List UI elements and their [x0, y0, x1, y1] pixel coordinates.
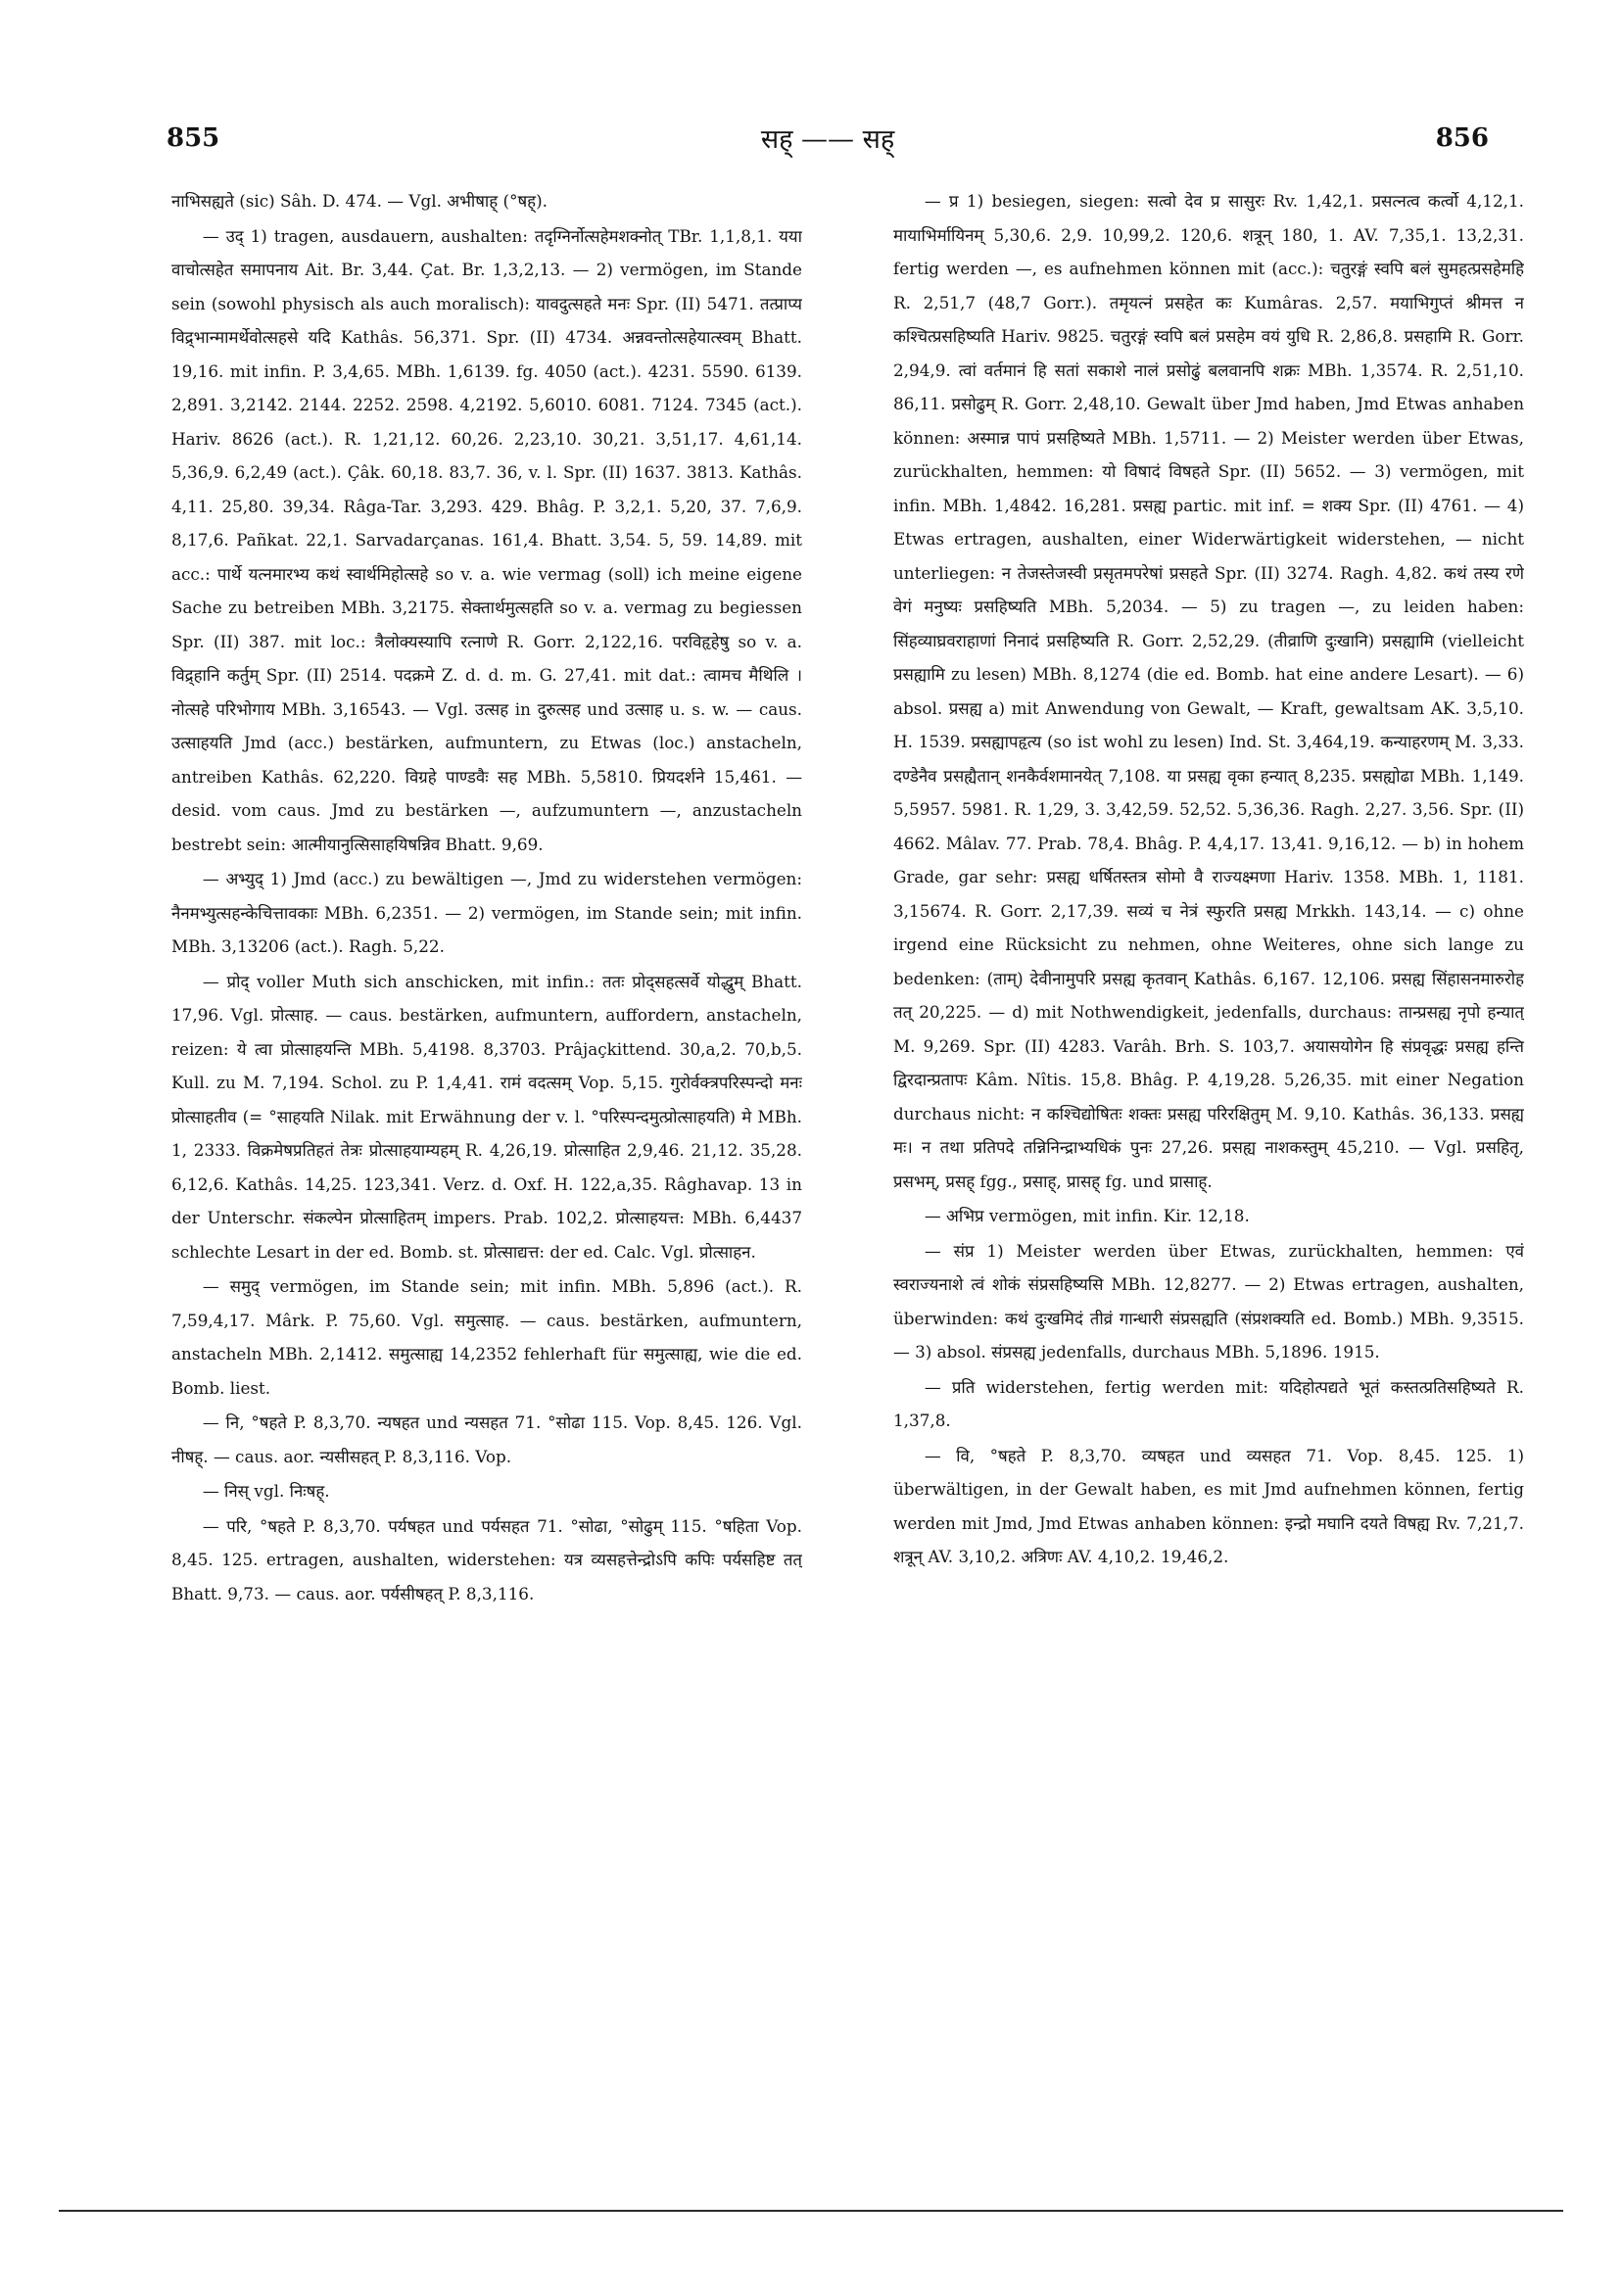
entry-paragraph: — प्र 1) besiegen, siegen: सत्वो देव प्र सासुरः Rv. 1,42,1. प्रसत्नत्व कर्त्वो 4,12,1. मायाभिर्मायिनम् 5,30,6. 2,9. 10,99,2. 120,6. शत्रून् 180, 1. AV. 7,35,1. 13,2,31. fertig werden —, es aufnehmen können mit (acc.): चतुरङ्गं स्वपि बलं सुमहत्प्रसहेमहि R. 2,51,7 (48,7 Gorr.). तमृयत्नं प्रसहेत कः Kumâras. 2,57. मयाभिगुप्तं श्रीमत्त न कश्चित्प्रसहिष्यति Hariv. 9825. चतुरङ्गं स्वपि बलं प्रसहेम वयं युधि R. 2,86,8. प्रसहामि R. Gorr. 2,94,9. त्वां वर्तमानं हि सतां सकाशे नालं प्रसोढुं बलवानपि शक्रः MBh. 1,3574. R. 2,51,10. 86,11. प्रसोढुम् R. Gorr. 2,48,10. Gewalt über Jmd haben, Jmd Etwas anhaben können: अस्मान्न पापं प्रसहिष्यते MBh. 1,5711. — 2) Meister werden über Etwas, zurückhalten, hemmen: यो विषादं विषहते Spr. (II) 5652. — 3) vermögen, mit infin. MBh. 1,4842. 16,281. प्रसह्य partic. mit inf. = शक्य Spr. (II) 4761. — 4) Etwas ertragen, aushalten, einer Widerwärtigkeit widerstehen, — nicht unterliegen: न तेजस्तेजस्वी प्रसृतमपरेषां प्रसहते Spr. (II) 3274. Ragh. 4,82. कथं तस्य रणे वेगं मनुष्यः प्रसहिष्यति MBh. 5,2034. — 5) zu tragen —, zu leiden haben: सिंहव्याघ्रवराहाणां निनादं प्रसहिष्यति R. Gorr. 2,52,29. (तीव्राणि दुःखानि) प्रसह्यामि (vielleicht प्रसह्यामि zu lesen) MBh. 8,1274 (die ed. Bomb. hat eine andere Lesart). — 6) absol. प्रसह्य a) mit Anwendung von Gewalt, — Kraft, gewaltsam AK. 3,5,10. H. 1539. प्रसह्यापहृत्य (so ist wohl zu lesen) Ind. St. 3,464,19. कन्याहरणम् M. 3,33. दण्डेनैव प्रसह्यैतान् शनकैर्वशमानयेत् 7,108. या प्रसह्य वृका हन्यात् 8,235. प्रसह्योढा MBh. 1,149. 5,5957. 5981. R. 1,29, 3. 3,42,59. 52,52. 5,36,36. Ragh. 2,27. 3,56. Spr. (II) 4662. Mâlav. 77. Prab. 78,4. Bhâg. P. 4,4,17. 13,41. 9,16,12. — b) in hohem Grade, gar sehr: प्रसह्य धर्षितस्तत्र सोमो वै राज्यक्ष्मणा Hariv. 1358. MBh. 1, 1181. 3,15674. R. Gorr. 2,17,39. सव्यं च नेत्रं स्फुरति प्रसह्य Mrkkh. 143,14. — c) ohne irgend eine Rücksicht zu nehmen, ohne Weiteres, ohne sich lange zu bedenken: (ताम्) देवीनामुपरि प्रसह्य कृतवान् Kathâs. 6,167. 12,106. प्रसह्य सिंहासनमारुरोह तत् 20,225. — d) mit Nothwendigkeit, jedenfalls, durchaus: तान्प्रसह्य नृपो हन्यात् M. 9,269. Spr. (II) 4283. Varâh. Brh. S. 103,7. अयासयोगेन हि संप्रवृद्धः प्रसह्य हन्ति द्विरदान्प्रतापः Kâm. Nîtis. 15,8. Bhâg. P. 4,19,28. 5,26,35. mit einer Negation durchaus nicht: न कश्चिद्योषितः शक्तः प्रसह्य परिरक्षितुम् M. 9,10. Kathâs. 36,133. प्रसह्य मः। न तथा प्रतिपदे तन्निनिन्द्राभ्यधिकं पुनः 27,26. प्रसह्य नाशकस्तुम् 45,210. — Vgl. प्रसहितृ, प्रसभम्, प्रसह् fgg., प्रसाह्, प्रासह् fg. und प्रासाह्.	[893, 191, 1524, 1191]
entry-paragraph: — निस् vgl. निःषह्.	[202, 1481, 330, 1501]
entry-paragraph: — अभिप्र vermögen, mit infin. Kir. 12,18.	[924, 1206, 1250, 1225]
entry-paragraph: — परि, °षहते P. 8,3,70. पर्यषहत und पर्यसहत 71. °सोढा, °सोढुम् 115. °षहिता Vop. 8,45. 125. ertragen, aushalten, widerstehen: यत्र व्यसहत्तेन्द्रोऽपि कपिः पर्यसहिष्ट तत् Bhatt. 9,73. — caus. aor. पर्यसीषहत् P. 8,3,116.	[171, 1515, 802, 1603]
entry-paragraph: — प्रति widerstehen, fertig werden mit: यदिहोत्पद्यते भूतं कस्तत्प्रतिसहिष्यते R. 1,37,8.	[893, 1376, 1524, 1430]
page-number-left: 855	[167, 123, 220, 153]
running-headword: सह् —— सह्	[760, 124, 895, 155]
page-number-right: 856	[1435, 123, 1489, 153]
entry-paragraph: — अभ्युद् 1) Jmd (acc.) zu bewältigen —, Jmd zu widerstehen vermögen: नैनमभ्युत्सहन्केचित्तावकाः MBh. 6,2351. — 2) vermögen, im Stande sein; mit infin. MBh. 3,13206 (act.). Ragh. 5,22.	[171, 869, 802, 956]
entry-paragraph: — उद् 1) tragen, ausdauern, aushalten: तदृग्निर्नोत्सहेमशक्नोत् TBr. 1,1,8,1. यया वाचोत्सहेत समापनाय Ait. Br. 3,44. Çat. Br. 1,3,2,13. — 2) vermögen, im Stande sein (sowohl physisch als auch moralisch): यावदुत्सहते मनः Spr. (II) 5471. तत्प्राप्य विद्र्भान्मामर्थेवोत्सहसे यदि Kathâs. 56,371. Spr. (II) 4734. अन्नवन्तोत्सहेयात्स्वम् Bhatt. 19,16. mit infin. P. 3,4,65. MBh. 1,6139. fg. 4050 (act.). 4231. 5590. 6139. 2,891. 3,2142. 2144. 2252. 2598. 4,2192. 5,6010. 6081. 7124. 7345 (act.). Hariv. 8626 (act.). R. 1,21,12. 60,26. 2,23,10. 30,21. 3,51,17. 4,61,14. 5,36,9. 6,2,49 (act.). Çâk. 60,18. 83,7. 36, v. l. Spr. (II) 1637. 3813. Kathâs. 4,11. 25,80. 39,34. Râga-Tar. 3,293. 429. Bhâg. P. 3,2,1. 5,20, 37. 7,6,9. 8,17,6. Pañkat. 22,1. Sarvadarçanas. 161,4. Bhatt. 3,54. 5, 59. 14,89. mit acc.: पार्थे यत्नमारभ्य कथं स्वार्थमिहोत्सहे so v. a. wie vermag (soll) ich meine eigene Sache zu betreiben MBh. 3,2175. सेक्तार्थमुत्सहति so v. a. vermag zu begiessen Spr. (II) 387. mit loc.: त्रैलोक्यस्यापि रत्नाणे R. Gorr. 2,122,16. परविहृहेषु so v. a. विद्र्हानि कर्तुम् Spr. (II) 2514. पदक्रमे Z. d. d. m. G. 27,41. mit dat.: त्वामच मैथिलि । नोत्सहे परिभोगाय MBh. 3,16543. — Vgl. उत्सह in दुरुत्सह und उत्साह u. s. w. — caus. उत्साहयति Jmd (acc.) bestärken, aufmuntern, zu Etwas (loc.) anstacheln, antreiben Kathâs. 62,220. विग्रहे पाण्डवैः सह MBh. 5,5810. प्रियदर्शने 15,461. — desid. vom caus. Jmd zu bestärken —, aufzumuntern —, anzustacheln bestrebt sein: आत्मीयानुत्सिसाहयिषन्निव Bhatt. 9,69.	[171, 225, 802, 854]
page-bottom-rule	[59, 2210, 1563, 2212]
entry-paragraph: — वि, °षहते P. 8,3,70. व्यषहत und व्यसहत 71. Vop. 8,45. 125. 1) überwältigen, in der Gewalt haben, es mit Jmd aufnehmen können, fertig werden mit Jmd, Jmd Etwas anhaben können: इन्द्रो मघानि दयते विषह्य Rv. 7,21,7. शत्रून् AV. 3,10,2. अत्रिणः AV. 4,10,2. 19,46,2.	[893, 1445, 1524, 1566]
right-column	[893, 184, 1524, 2045]
left-column	[171, 184, 802, 2045]
page-header	[157, 116, 1499, 165]
entry-paragraph: — संप्र 1) Meister werden über Etwas, zurückhalten, hemmen: एवं स्वराज्यनाशे त्वं शोकं संप्रसहिष्यसि MBh. 12,8277. — 2) Etwas ertragen, aushalten, überwinden: कथं दुःखमिदं तीव्रं गान्धारी संप्रसह्यति (संप्रशक्यति ed. Bomb.) MBh. 9,3515. — 3) absol. संप्रसह्य jedenfalls, durchaus MBh. 5,1896. 1915.	[893, 1240, 1524, 1362]
entry-paragraph: नाभिसह्यते (sic) Sâh. D. 474. — Vgl. अभीषाह् (°षह्).	[171, 191, 548, 211]
entry-paragraph: — नि, °षहते P. 8,3,70. न्यषहत und न्यसहत 71. °सोढा 115. Vop. 8,45. 126. Vgl. नीषह्. — caus. aor. न्यसीसहत् P. 8,3,116. Vop.	[171, 1412, 802, 1466]
entry-paragraph: — समुद् vermögen, im Stande sein; mit infin. MBh. 5,896 (act.). R. 7,59,4,17. Mârk. P. 75,60. Vgl. समुत्साह. — caus. bestärken, aufmuntern, anstacheln MBh. 2,1412. समुत्साह्य 14,2352 fehlerhaft für समुत्साह्य, wie die ed. Bomb. liest.	[171, 1276, 802, 1398]
entry-paragraph: — प्रोद् voller Muth sich anschicken, mit infin.: ततः प्रोद्सहत्सर्वे योद्धुम् Bhatt. 17,96. Vgl. प्रोत्साह. — caus. bestärken, aufmuntern, auffordern, anstacheln, reizen: ये त्वा प्रोत्साहयन्ति MBh. 5,4198. 8,3703. Prâjaçkittend. 30,a,2. 70,b,5. Kull. zu M. 7,194. Schol. zu P. 1,4,41. रामं वदत्सम् Vop. 5,15. गुरोर्वक्त्रपरिस्पन्दो मनः प्रोत्साहतीव (= °साहयति Nilak. mit Erwähnung der v. l. °परिस्पन्दमुत्प्रोत्साहयति) मे MBh. 1, 2333. विक्रमेषप्रतिहतं तेत्रः प्रोत्साहयाम्यहम् R. 4,26,19. प्रोत्साहित 2,9,46. 21,12. 35,28. 6,12,6. Kathâs. 14,25. 123,341. Verz. d. Oxf. H. 122,a,35. Râghavap. 13 in der Unterschr. संकल्पेन प्रोत्साहितम् impers. Prab. 102,2. प्रोत्साहयत्त: MBh. 6,4437 schlechte Lesart in der ed. Bomb. st. प्रोत्साद्यत्त: der ed. Calc. Vgl. प्रोत्साहन.	[171, 971, 802, 1262]
